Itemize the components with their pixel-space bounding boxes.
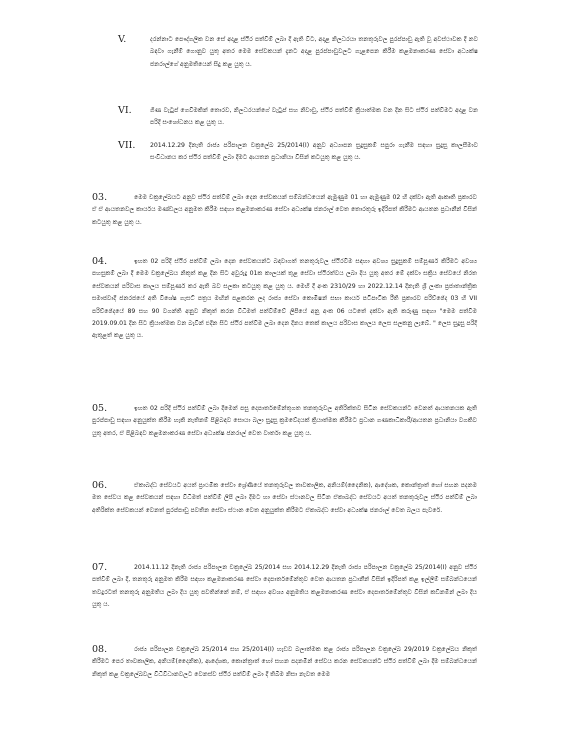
- list-item-vii: [118, 140, 478, 165]
- paragraph-text: ඉහත 02 පරිදි ස්ථිර පත්වීම් ලබා දෙන සේවකයන්ට බඳවාගත් තනතුරුවල ස්ථිරවීම සඳහා අවශ්‍ය සුදුසුකම් සම්පූර්ණ කිරීමට අවශ්‍ය පහසුකම් ලබා දී මෙම චක්‍රලේඛය නිකුත් කළ දින සිට අවුරුදු 01ක කාලයක් තුළ සේවා ස්ථිරත්වය ලබා දිය යුතු අතර මේ දක්වා සක්‍රිය සේවයේ නිරත සේවකයන් පරිවාස කාලය සම්පූර්ණ කර ඇති බව සලකා කටයුතු කළ යුතු ය. මෙහි දී අංක 2310/29 හා 2022.12.14 දිනැති ශ්‍රී ලංකා ප්‍රජාතාන්ත්‍රික සමාජවාදී ජනරජයේ අති විශේෂ ගැසට් පත්‍රය මඟින් පළකරන ලද රාජ්‍ය සේවා කොමිෂන් සභා කාර්ය පටිපාටික රීති ප්‍රකාරව පරිච්ඡේද 03 හි VII පරිච්ඡේදයේ 89 සහ 90 වගන්ති අනුව නිකුත් කරන විධිමත් පත්වීම්වේ ලිපියේ අනු අංක 06 යටතේ දක්වා ඇති කරුණු සඳහා "මෙම පත්වීම 2019.09.01 දින සිට ක්‍රියාත්මක වන බැවින් එදින සිට ස්ථිර පත්වීම ලබා දෙන දිනය තෙක් කාලය පරිවාස කාලය ලෙස සලකනු ලැබේ. " ලෙස සුදුසු පරිදි ඇතුළත් කළ යුතු ය.: [92, 258, 477, 340]
- list-item-text: 2014.12.29 දිනැති රාජ්‍ය පරිපාලන චක්‍රලේඛ 25/2014(I) අනුව අධ්‍යාපන සුදුසුකම් සපුරා ගැනීම සඳහා සුදුසු කාලසීමාව සංවිධානය කර ස්ථිර පත්වීම් ලබා දීමට ආයතන ප්‍රධානියා විසින් කටයුතු කළ යුතු ය.: [150, 142, 478, 162]
- paragraph-number: 07.: [92, 562, 108, 573]
- paragraph-text: 2014.11.12 දිනැති රාජ්‍ය පරිපාලන චක්‍රලේඛ 25/2014 සහ 2014.12.29 දිනැති රාජ්‍ය පරිපාලන චක්‍රලේඛ 25/2014(I) අනුව ස්ථිර පත්වීම් ලබා දී, තනතුරු අනුමත කිරීම සඳහා කළමනාකරණ සේවා දෙපාර්තමේන්තුව වෙත ආයතන ප්‍රධානීන් විසින් ඉදිරිපත් කළ ඉල්ලීම් සම්බන්ධයෙන් තවදුරටත් තනතුරු අනුමතිය ලබා දිය යුතු පවතින්නේ නම්, ඒ සඳහා අවශ්‍ය අනුමතිය කළමනාකරණ සේවා දෙපාර්තමේන්තුව විසින් කඩිනමින් ලබා දිය යුතු ය.: [92, 564, 477, 609]
- paragraph-text: ඉහත 02 පරිදි ස්ථිර පත්වීම් ලබා දීමෙන් පසු දෙපාර්තමේන්තුගත තනතුරුවල අතිරික්තව සිටින සේවකයන්ට වෙනත් ආයතනයක ඇති පුරප්පාඩු සඳහා අනුයුක්ත කිරීම හැකි නැතිනම් පිළිබඳව සොයා බලා සුදුසු ක්‍රමවේදයක් ක්‍රියාත්මක කිරීමට ප්‍රධාන ගණකාධිකාරී/ආයතන ප්‍රධානියා වගකිව යුතු අතර, ඒ පිළිබඳව කළමනාකරණ සේවා අධ්‍යක්ෂ ජනරාල් වෙත වාර්තා කළ යුතු ය.: [92, 405, 477, 437]
- list-item-number: VI.: [118, 105, 132, 116]
- paragraph-05: [92, 403, 477, 440]
- paragraph-number: 06.: [92, 480, 108, 491]
- paragraph-number: 08.: [92, 644, 108, 655]
- list-item-number: V.: [118, 34, 127, 45]
- paragraph-06: [92, 480, 477, 517]
- paragraph-number: 03.: [92, 192, 108, 203]
- list-item-text: ගිණ වැටුප් ගෙවීමකින් තොරව, නිලධරයන්ගේ වැටුප් සහ නිවාඩු, ස්ථිර පත්වීම් ක්‍රියාත්මක වන දින සිට ස්ථිර පත්වීමට අදාළ වන පරිදි සංශෝධනය කළ යුතු ය.: [150, 107, 478, 127]
- paragraph-number: 05.: [92, 403, 108, 414]
- list-item-number: VII.: [118, 140, 136, 151]
- paragraph-text: ඒකාබද්ධ සේවයට අයත් ප්‍රාථමික සේවා ශ්‍රේණියේ තනතුරුවල තාවකාලික, අනියම්(දෛනික), ආදේශක, කොන්ත්‍රාත් හෝ සහන පදනම මත සේවය කළ සේවකයන් සඳහා විධිමත් පත්වීම් ලිපි ලබා දීමට හා සේවා ස්ථානවල සිටින ඒකාබද්ධ සේවයට අයත් තනතුරුවල ස්ථිර පත්වීම් ලබා අතිරික්ත සේවකයන් වෙනත් පුරප්පාඩු පවතින සේවා ස්ථාන වෙත අනුයුක්ත කිරීමට ඒකාබද්ධ සේවා අධ්‍යක්ෂ ජනරාල් වෙත බලය පැවරේ.: [92, 482, 477, 514]
- paragraph-07: [92, 562, 477, 612]
- list-item-text: දරන්නාට පෞද්ගලික වන සේ අදාළ ස්ථිර පත්වීම් ලබා දී ඇති විට, අදාළ නිලධරයා තනතුරුවල පුරප්පාඩු ඇති වූ අවස්ථාවක දී නව බඳවා ගැනීම් ගොනුව යුතු අතර මෙම සේවකයන් දැනට අදාළ පුරප්පාඩුවලට ගැළපෙන කිරීම කළමනාකරණ සේවා අධ්‍යක්ෂ ජනරාල්ගේ අනුමතියෙන් සිදු කළ යුතු ය.: [150, 36, 478, 68]
- list-item-v: [118, 34, 478, 71]
- paragraph-text: මෙම චක්‍රලේඛයට අනුව ස්ථිර පත්වීම් ලබා දෙන සේවකයන් සම්බන්ධයෙන් ඇමුණුම 01 හා ඇමුණුම 02 හි දක්වා ඇති ආකෘති ප්‍රකාරව ඒ ඒ ආයතනවල කාර්යය මණ්ඩලය අනුමත කිරීම සඳහා කළමනාකරණ සේවා අධ්‍යක්ෂ ජනරාල් වෙත තොරතුරු ඉදිරිපත් කිරීමට ආයතන ප්‍රධානීන් විසින් කටයුතු කළ යුතු ය.: [92, 194, 477, 226]
- list-item-vi: [118, 105, 478, 130]
- paragraph-03: [92, 192, 477, 229]
- paragraph-number: 04.: [92, 256, 108, 267]
- paragraph-text: රාජ්‍ය පරිපාලන චක්‍රලේඛ 25/2014 සහ 25/2014(I) හැඩව බලාත්මක කළ රාජ්‍ය පරිපාලන චක්‍රලේඛ 29/2019 චක්‍රලේඛය නිකුත් කිරීමට පෙර තාවකාලික, අනියම්(දෛනික), ආදේශක, කොන්ත්‍රාත් හෝ සහන පදනමින් සේවය කරන සේවකයන්ට ස්ථිර පත්වීම් ලබා දීම සම්බන්ධයෙන් නිකුත් කළ චක්‍රලේඛවල විධිවිධානවලට වෙනස්ව ස්ථිර පත්වීම් ලබා දී තිබීම නිසා නැවත මෙම: [92, 646, 477, 678]
- paragraph-08: [92, 644, 477, 681]
- paragraph-04: [92, 256, 477, 343]
